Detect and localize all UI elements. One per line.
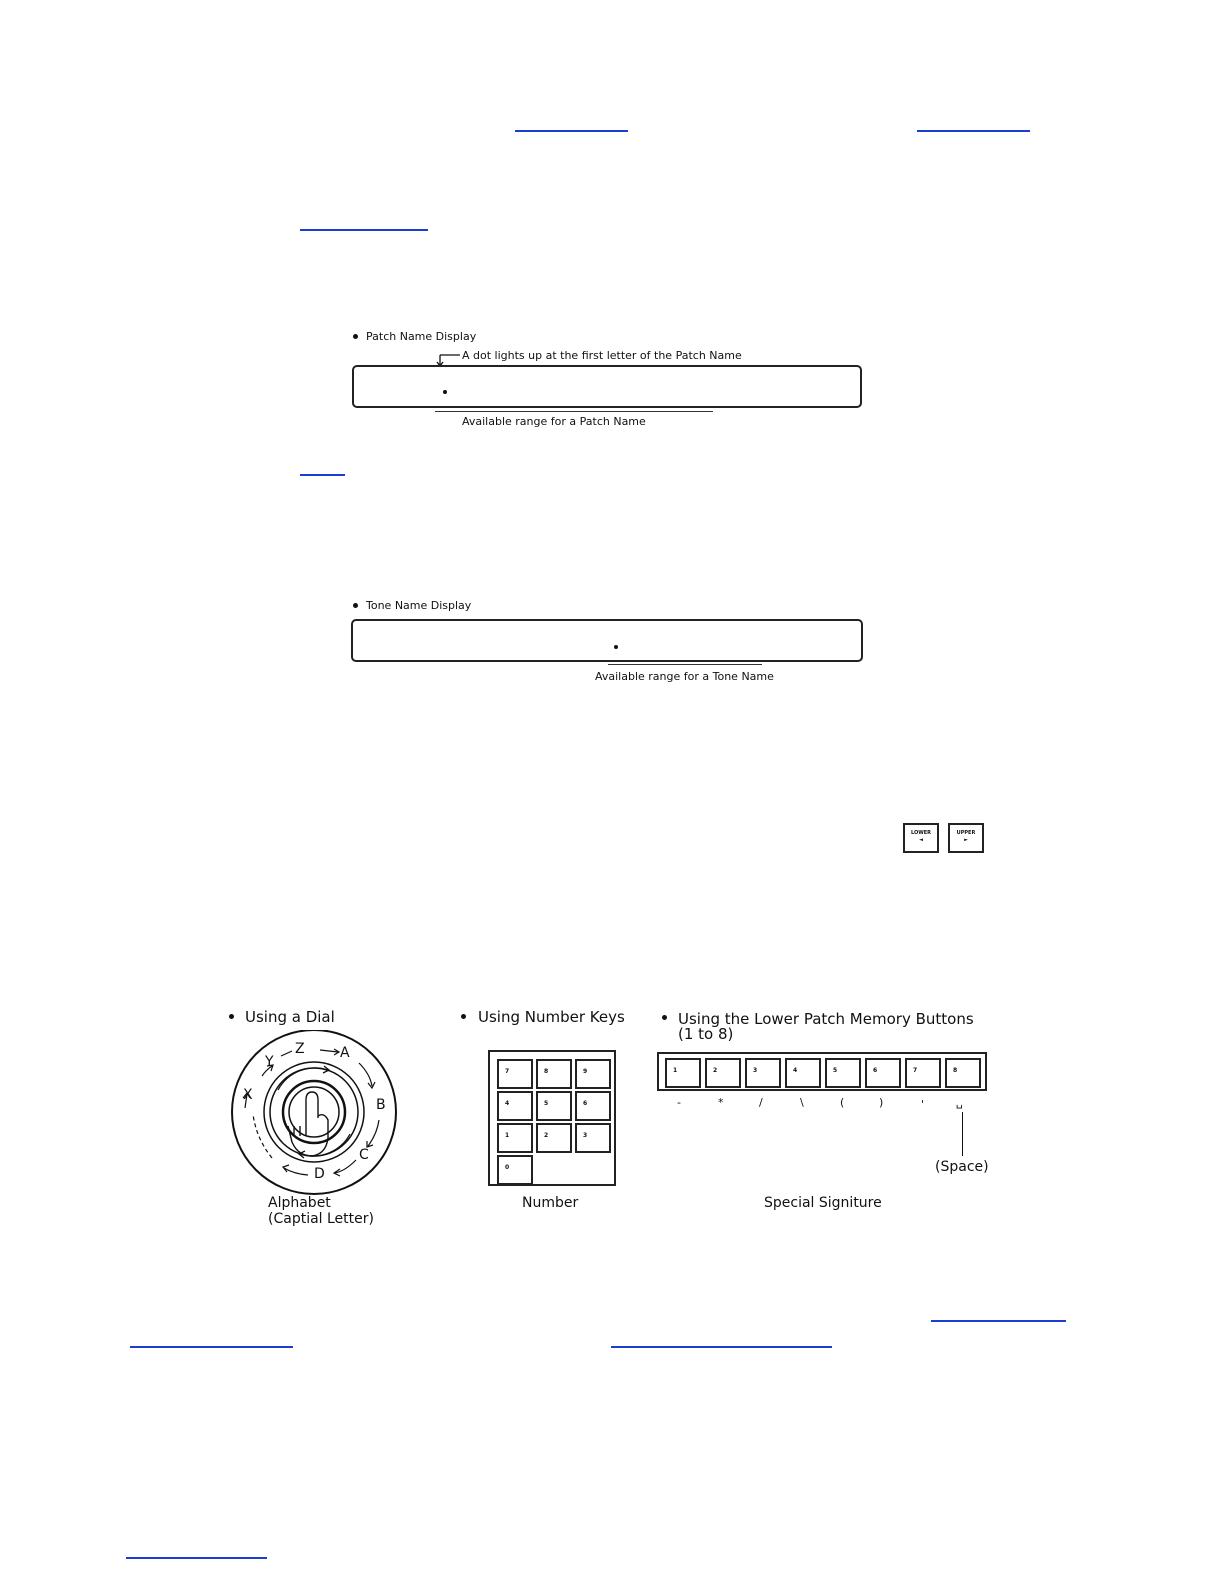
space-leader-line [962,1112,963,1156]
number-key[interactable]: 1 [497,1123,533,1153]
link-underline[interactable] [931,1320,1066,1322]
number-key[interactable]: 0 [497,1155,533,1185]
special-symbol: \ [800,1096,804,1109]
patch-buttons-title-line2: (1 to 8) [678,1025,734,1043]
number-key[interactable]: 6 [575,1091,611,1121]
patch-memory-button[interactable]: 5 [825,1058,861,1088]
link-underline[interactable] [611,1346,832,1348]
number-key[interactable]: 5 [536,1091,572,1121]
number-key[interactable]: 4 [497,1091,533,1121]
dial-letter-z: Z [295,1041,305,1057]
patch-buttons-caption: Special Signiture [764,1195,882,1211]
first-letter-dot [614,645,618,649]
patch-memory-panel [657,1052,987,1091]
dial-caption-line2: (Captial Letter) [268,1211,374,1227]
dial-letter-y: Y [265,1054,274,1070]
tone-range-label: Available range for a Tone Name [595,670,774,683]
number-key[interactable]: 2 [536,1123,572,1153]
bullet [662,1015,667,1020]
tone-display-title: Tone Name Display [366,599,472,612]
patch-memory-button[interactable]: 6 [865,1058,901,1088]
link-underline[interactable] [130,1346,293,1348]
patch-memory-button[interactable]: 7 [905,1058,941,1088]
patch-name-display [352,365,862,408]
dial-letter-a: A [340,1045,350,1061]
link-underline[interactable] [917,130,1030,132]
number-key[interactable]: 8 [536,1059,572,1089]
patch-range-line [435,411,713,412]
tone-name-display [351,619,863,662]
number-keypad [488,1050,616,1186]
dial-letter-b: B [376,1097,386,1113]
bullet [353,603,358,608]
space-symbol: ␣ [956,1096,963,1109]
first-letter-dot [443,390,447,394]
link-underline[interactable] [300,474,345,476]
bullet [353,334,358,339]
bullet [229,1014,234,1019]
dial-caption-line1: Alphabet [268,1195,331,1211]
number-key[interactable]: 7 [497,1059,533,1089]
dial-letter-d: D [314,1166,325,1182]
special-symbol: - [677,1096,681,1109]
number-keys-caption: Number [522,1195,579,1211]
patch-memory-button[interactable]: 3 [745,1058,781,1088]
link-underline[interactable] [515,130,628,132]
dial-letter-c: C [359,1147,369,1163]
tone-range-line [608,664,762,665]
lower-button[interactable]: LOWER ◄ [903,823,939,853]
dial-letter-x: X [243,1087,253,1103]
number-key[interactable]: 9 [575,1059,611,1089]
patch-range-label: Available range for a Patch Name [462,415,646,428]
patch-buttons-title-line1: Using the Lower Patch Memory Buttons [678,1010,974,1028]
patch-memory-button[interactable]: 4 [785,1058,821,1088]
link-underline[interactable] [126,1557,267,1559]
special-symbol: / [759,1096,763,1109]
special-symbol: ) [879,1096,884,1109]
patch-memory-button[interactable]: 2 [705,1058,741,1088]
patch-memory-button[interactable]: 8 [945,1058,981,1088]
special-symbol: * [718,1096,724,1109]
patch-memory-button[interactable]: 1 [665,1058,701,1088]
upper-button[interactable]: UPPER ► [948,823,984,853]
special-symbol: ' [921,1098,925,1111]
bullet [461,1014,466,1019]
dial-title: Using a Dial [245,1008,335,1026]
number-key[interactable]: 3 [575,1123,611,1153]
patch-display-title: Patch Name Display [366,330,477,343]
number-keys-title: Using Number Keys [478,1008,625,1026]
space-label: (Space) [935,1159,989,1175]
patch-display-pointer-text: A dot lights up at the first letter of the Patch Name [462,349,742,362]
link-underline[interactable] [300,229,428,231]
special-symbol: ( [840,1096,845,1109]
